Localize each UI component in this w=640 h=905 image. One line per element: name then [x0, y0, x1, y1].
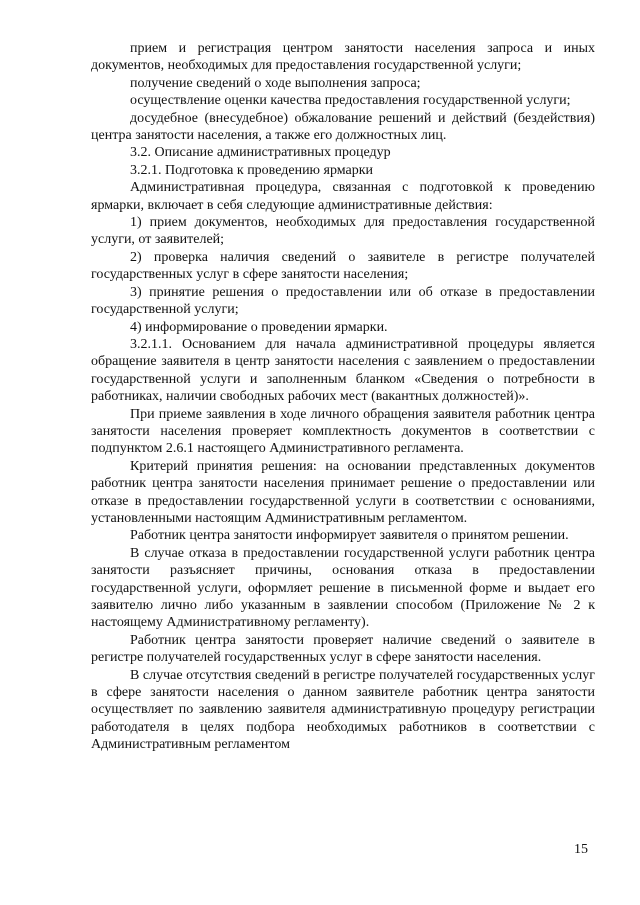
- paragraph: В случае отсутствия сведений в регистре получателей государственных услуг в сфере занятости населения о данном заявителе работник центра занятости осуществляет по заявлению заявителя административную процедуру регистрации работодателя в целях подбора необходимых работников в соответствии с Административным регламентом: [91, 667, 595, 753]
- paragraph: Работник центра занятости проверяет наличие сведений о заявителе в регистре получателей государственных услуг в сфере занятости населения.: [91, 632, 595, 666]
- paragraph: При приеме заявления в ходе личного обращения заявителя работник центра занятости населения проверяет комплектность документов в соответствии с подпунктом 2.6.1 настоящего Административного регламента.: [91, 406, 595, 457]
- paragraph: досудебное (внесудебное) обжалование решений и действий (бездействия) центра занятости населения, а также его должностных лиц.: [91, 110, 595, 144]
- paragraph: прием и регистрация центром занятости населения запроса и иных документов, необходимых для предоставления государственной услуги;: [91, 41, 595, 74]
- list-item: 1) прием документов, необходимых для предоставления государственной услуги, от заявителей;: [91, 215, 595, 248]
- page-number: 15: [574, 842, 588, 857]
- subsection-heading: 3.2.1. Подготовка к проведению ярмарки: [130, 162, 374, 178]
- paragraph: В случае отказа в предоставлении государственной услуги работник центра занятости разъясняет причины, основания отказа в предоставлении государственной услуги, оформляет решение в письменной форме и выдает его заявителю лично либо указанным в заявлении способом (Приложение № 2 к настоящему Административному регламенту).: [91, 545, 595, 631]
- list-item: 3) принятие решения о предоставлении или об отказе в предоставлении государственной услуги;: [91, 284, 595, 318]
- paragraph: 3.2.1.1. Основанием для начала административной процедуры является обращение заявителя в центр занятости населения с заявлением о предоставлении государственной услуги и заполненным бланком «Сведения о потребности в работниках, наличии свободных рабочих мест (вакантных должностей)».: [91, 336, 595, 405]
- paragraph: Критерий принятия решения: на основании представленных документов работник центра занятости населения принимает решение о предоставлении или отказе в предоставлении государственной услуги в соответствии с основаниями, установленными настоящим Административным регламентом.: [91, 458, 595, 526]
- paragraph: получение сведений о ходе выполнения запроса;: [130, 75, 421, 91]
- list-item: 2) проверка наличия сведений о заявителе в регистре получателей государственных услуг в сфере занятости населения;: [91, 249, 595, 283]
- paragraph: Административная процедура, связанная с подготовкой к проведению ярмарки, включает в себя следующие административные действия:: [91, 180, 595, 213]
- section-heading: 3.2. Описание административных процедур: [130, 145, 391, 161]
- paragraph: осуществление оценки качества предоставления государственной услуги;: [130, 93, 571, 109]
- paragraph: Работник центра занятости информирует заявителя о принятом решении.: [130, 528, 569, 544]
- document-body: [91, 40, 595, 754]
- list-item: 4) информирование о проведении ярмарки.: [130, 319, 388, 335]
